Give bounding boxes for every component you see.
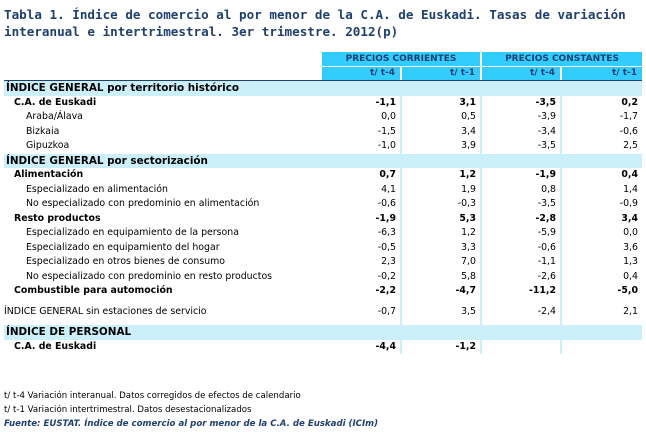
- row-value: -5,0: [617, 285, 638, 296]
- table-row: [4, 340, 642, 355]
- row-value: 5,8: [461, 270, 476, 282]
- table-row: [4, 305, 642, 320]
- row-label: Combustible para automoción: [14, 285, 173, 296]
- table-title: Tabla 1. Índice de comercio al por menor de la C.A. de Euskadi. Tasas de variación interanual e intertrimestral. 3er trimestre. 2012(p): [4, 7, 626, 39]
- row-value: 3,3: [461, 241, 476, 253]
- row-label: C.A. de Euskadi: [14, 96, 97, 108]
- row-value: 2,1: [623, 305, 638, 317]
- source-note: Fuente: EUSTAT. Índice de comercio al por menor de la C.A. de Euskadi (ICIm): [4, 419, 379, 429]
- row-label: Especializado en equipamiento de la persona: [26, 227, 239, 238]
- table-row: [4, 183, 642, 198]
- row-label: Resto productos: [14, 212, 101, 224]
- row-value: -2,8: [535, 212, 556, 224]
- row-value: -0,6: [537, 241, 556, 253]
- table-row: [4, 255, 642, 270]
- section-header: [4, 81, 642, 96]
- section-title: ÍNDICE GENERAL por territorio histórico: [6, 82, 240, 94]
- row-value: -0,6: [377, 198, 396, 209]
- table-header: [4, 52, 642, 80]
- table-row: [4, 284, 642, 299]
- header-corrientes-intertrimestral: t/ t-1: [402, 67, 480, 80]
- row-value: 1,3: [623, 256, 638, 267]
- row-value: -6,3: [377, 227, 396, 238]
- row-value: 3,4: [621, 212, 638, 224]
- row-label: ÍNDICE GENERAL sin estaciones de servicio: [4, 305, 207, 317]
- row-label: Bizkaia: [26, 125, 60, 137]
- row-value: 7,0: [461, 256, 476, 267]
- row-label: Especializado en alimentación: [26, 183, 168, 195]
- row-value: -11,2: [528, 285, 556, 296]
- table-row: [4, 226, 642, 241]
- row-value: -0,6: [619, 125, 638, 137]
- row-value: 0,0: [623, 227, 638, 238]
- row-value: 0,5: [461, 111, 476, 122]
- header-group-precios-corrientes: PRECIOS CORRIENTES: [322, 52, 480, 66]
- row-value: 3,5: [461, 305, 476, 317]
- row-value: 1,2: [459, 169, 476, 180]
- row-value: -3,5: [535, 96, 556, 108]
- row-value: -1,0: [377, 140, 396, 151]
- row-value: 2,5: [623, 140, 638, 151]
- row-value: -1,9: [375, 212, 396, 224]
- header-group-precios-constantes: PRECIOS CONSTANTES: [482, 52, 642, 66]
- row-value: -3,5: [537, 198, 556, 209]
- table-row: [4, 197, 642, 212]
- row-value: -2,4: [537, 305, 556, 317]
- row-value: -4,7: [455, 285, 476, 296]
- row-value: 5,3: [459, 212, 476, 224]
- header-constantes-intertrimestral: t/ t-1: [562, 67, 642, 80]
- row-value: -1,7: [619, 111, 638, 122]
- row-value: 2,3: [381, 256, 396, 267]
- row-value: 0,2: [621, 96, 638, 108]
- table-body: [4, 81, 642, 354]
- column-separator: [400, 81, 402, 354]
- section-header: [4, 325, 642, 340]
- row-value: 0,4: [621, 169, 638, 180]
- column-separator: [480, 81, 482, 354]
- row-label: Especializado en otros bienes de consumo: [26, 256, 226, 267]
- table-row: [4, 96, 642, 111]
- row-value: -1,1: [537, 256, 556, 267]
- row-value: 3,4: [461, 125, 476, 137]
- row-label: Araba/Álava: [26, 111, 83, 122]
- row-value: -0,2: [377, 270, 396, 282]
- row-value: 0,8: [541, 183, 556, 195]
- row-value: -0,3: [457, 198, 476, 209]
- table-row: [4, 139, 642, 154]
- row-value: -2,2: [375, 285, 396, 296]
- header-constantes-interanual: t/ t-4: [482, 67, 560, 80]
- header-corrientes-interanual: t/ t-4: [322, 67, 400, 80]
- row-label: Gipuzkoa: [26, 140, 70, 151]
- note-interanual: t/ t-4 Variación interanual. Datos corregidos de efectos de calendario: [4, 391, 301, 401]
- table-row: [4, 241, 642, 256]
- row-value: 3,6: [623, 241, 638, 253]
- row-value: -0,7: [377, 305, 396, 317]
- section-title: ÍNDICE GENERAL por sectorización: [6, 154, 208, 167]
- row-value: -2,6: [537, 270, 556, 282]
- row-value: 1,2: [461, 227, 476, 238]
- row-value: -5,9: [537, 227, 556, 238]
- row-label: C.A. de Euskadi: [14, 340, 97, 352]
- table-row: [4, 168, 642, 183]
- row-value: -1,2: [455, 340, 476, 352]
- row-value: -1,1: [375, 96, 396, 108]
- section-title: ÍNDICE DE PERSONAL: [6, 326, 132, 338]
- row-value: 3,1: [459, 96, 476, 108]
- note-intertrimestral: t/ t-1 Variación intertrimestral. Datos desestacionalizados: [4, 405, 252, 415]
- row-value: 0,0: [381, 111, 396, 122]
- data-table: [4, 52, 642, 354]
- row-value: -3,9: [537, 111, 556, 122]
- table-row: [4, 110, 642, 125]
- column-separator: [560, 81, 562, 354]
- row-value: 0,4: [623, 270, 638, 282]
- row-value: 1,9: [461, 183, 476, 195]
- row-value: -0,5: [377, 241, 396, 253]
- table-row: [4, 212, 642, 227]
- row-value: -3,4: [537, 125, 556, 137]
- row-label: No especializado con predominio en alimentación: [26, 198, 260, 209]
- row-value: 4,1: [381, 183, 396, 195]
- row-label: Especializado en equipamiento del hogar: [26, 241, 220, 253]
- row-value: 3,9: [461, 140, 476, 151]
- row-value: 0,7: [379, 169, 396, 180]
- row-value: -3,5: [537, 140, 556, 151]
- row-value: -4,4: [375, 340, 396, 352]
- section-header: [4, 154, 642, 169]
- row-label: No especializado con predominio en resto productos: [26, 270, 273, 282]
- row-value: 1,4: [623, 183, 638, 195]
- row-label: Alimentación: [14, 169, 84, 180]
- row-value: -1,9: [535, 169, 556, 180]
- notes-block: [4, 389, 378, 431]
- row-value: -0,9: [619, 198, 638, 209]
- table-row: [4, 125, 642, 140]
- table-row: [4, 270, 642, 285]
- row-value: -1,5: [377, 125, 396, 137]
